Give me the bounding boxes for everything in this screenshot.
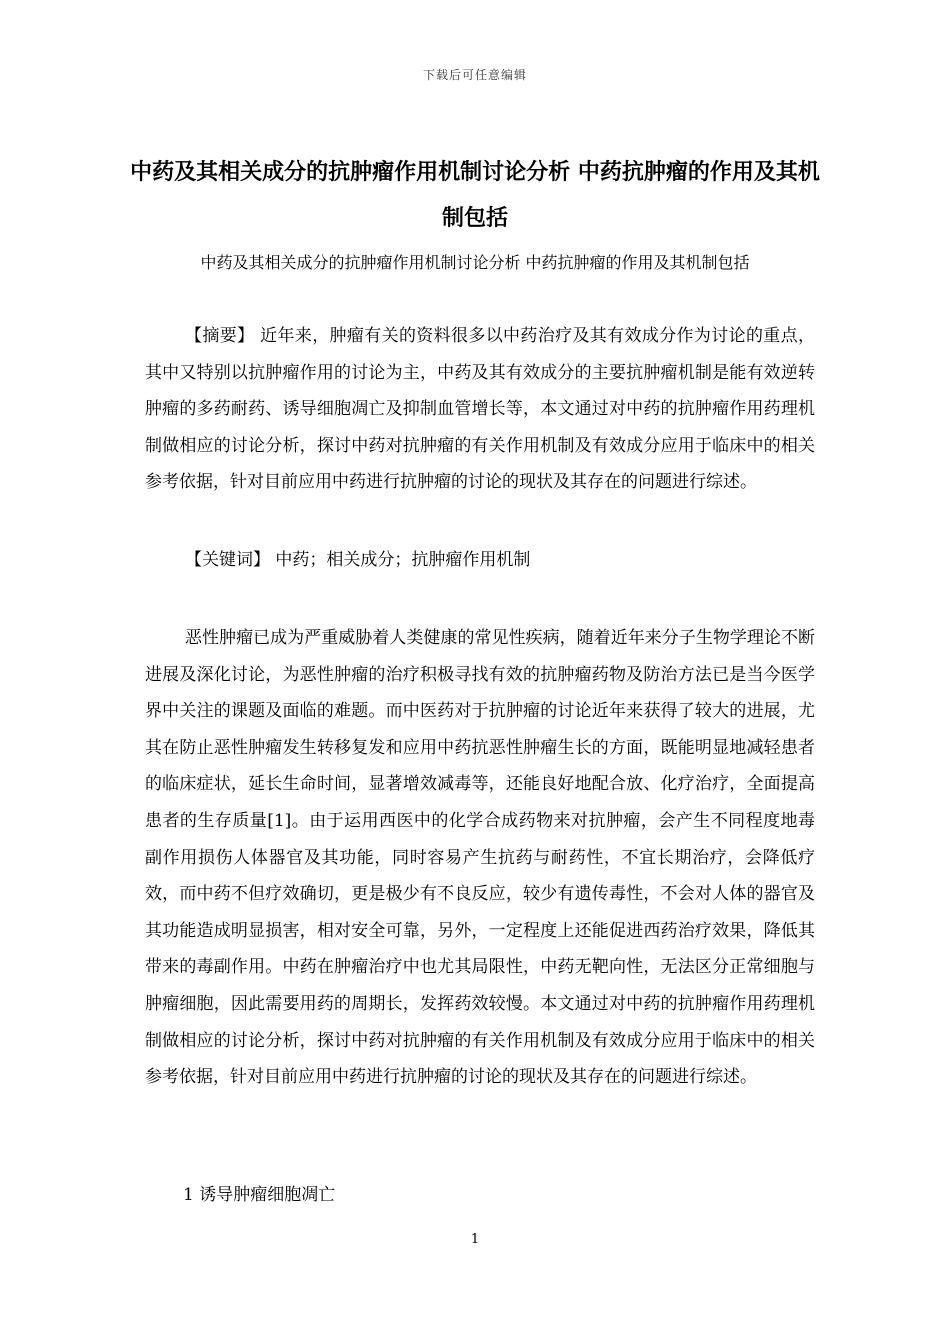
keywords-text: 中药；相关成分；抗肿瘤作用机制 <box>270 550 531 570</box>
keywords-label: 【关键词】 <box>185 550 270 570</box>
abstract-text: 近年来，肿瘤有关的资料很多以中药治疗及其有效成分作为讨论的重点，其中又特别以抗肿瘤作用的讨论为主，中药及其有效成分的主要抗肿瘤机制是能有效逆转肿瘤的多药耐药、诱导细胞凋亡及抑制血管增长等，本文通过对中药的抗肿瘤作用药理机制做相应的讨论分析，探讨中药对抗肿瘤的有关作用机制及有效成分应用于临床中的相关参考依据，针对目前应用中药进行抗肿瘤的讨论的现状及其存在的问题进行综述。 <box>145 326 816 493</box>
document-subtitle: 中药及其相关成分的抗肿瘤作用机制讨论分析 中药抗肿瘤的作用及其机制包括 <box>200 253 750 272</box>
abstract-label: 【摘要】 <box>185 326 255 346</box>
document-title: 中药及其相关成分的抗肿瘤作用机制讨论分析 中药抗肿瘤的作用及其机制包括 <box>130 160 820 231</box>
intro-paragraph: 恶性肿瘤已成为严重威胁着人类健康的常见性疾病，随着近年来分子生物学理论不断进展及深化讨论，为恶性肿瘤的治疗积极寻找有效的抗肿瘤药物及防治方法已是当今医学界中关注的课题及面临的难题。而中医药对于抗肿瘤的讨论近年来获得了较大的进展，尤其在防止恶性肿瘤发生转移复发和应用中药抗恶性肿瘤生长的方面，既能明显地减轻患者的临床症状，延长生命时间，显著增效减毒等，还能良好地配合放、化疗治疗，全面提高患者的生存质量[1]。由于运用西医中的化学合成药物来对抗肿瘤，会产生不同程度地毒副作用损伤人体器官及其功能，同时容易产生抗药与耐药性，不宜长期治疗，会降低疗效，而中药不但疗效确切，更是极少有不良反应，较少有遗传毒性，不会对人体的器官及其功能造成明显损害，相对安全可靠，另外，一定程度上还能促进西药治疗效果，降低其带来的毒副作用。中药在肿瘤治疗中也尤其局限性，中药无靶向性，无法区分正常细胞与肿瘤细胞，因此需要用药的周期长，发挥药效较慢。本文通过对中药的抗肿瘤作用药理机制做相应的讨论分析，探讨中药对抗肿瘤的有关作用机制及有效成分应用于临床中的相关参考依据，针对目前应用中药进行抗肿瘤的讨论的现状及其存在的问题进行综述。 <box>145 628 815 1088</box>
keywords-paragraph <box>145 542 815 579</box>
header-note: 下载后可任意编辑 <box>422 68 527 82</box>
section-heading: 1 诱导肿瘤细胞凋亡 <box>183 1185 336 1205</box>
page-number: 1 <box>470 1232 480 1247</box>
abstract-paragraph <box>145 318 815 501</box>
